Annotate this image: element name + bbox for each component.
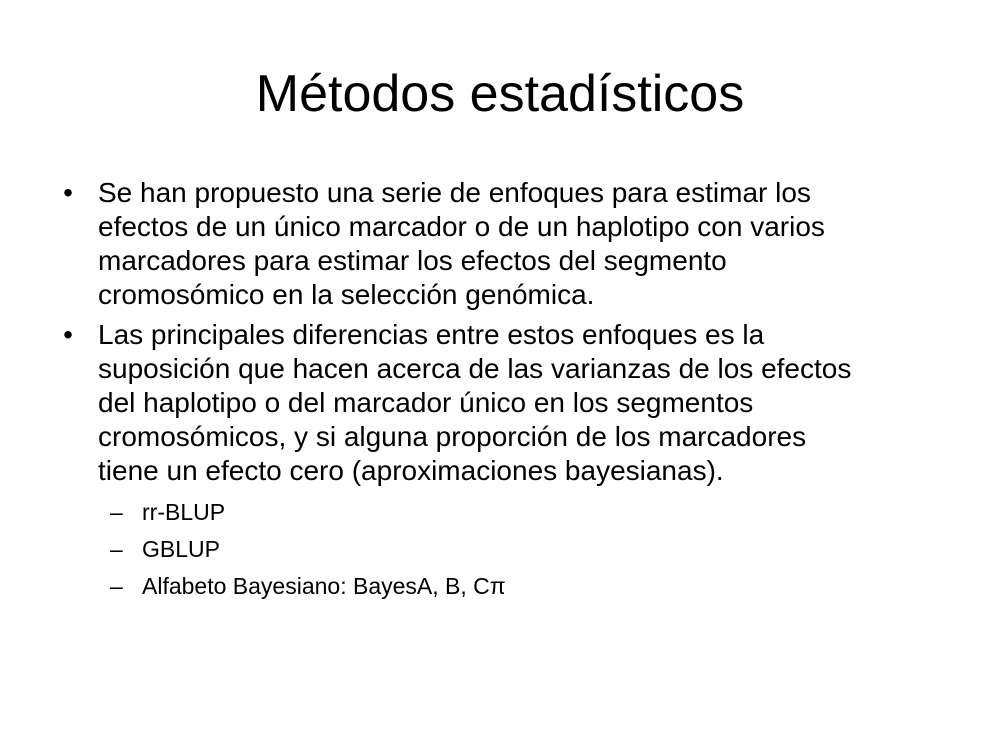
sub-bullet-item [58,531,958,568]
bullet-item [58,176,958,312]
bullet-item [58,318,958,488]
bullet-line: del haplotipo o del marcador único en los segmentos [98,387,754,418]
bullet-text [98,176,958,312]
sub-bullet-item [58,568,958,605]
bullet-icon: • [63,319,73,350]
bullet-text [98,318,958,488]
dash-icon: – [110,499,123,525]
dash-icon: – [110,536,123,562]
bullet-line: suposición que hacen acerca de las varianzas de los efectos [98,353,852,384]
bullet-line: cromosómicos, y si alguna proporción de los marcadores [98,421,807,452]
bullet-line: marcadores para estimar los efectos del segmento [98,245,727,276]
slide-title: Métodos estadísticos [255,65,745,123]
bullet-line: Las principales diferencias entre estos enfoques es la [98,319,765,350]
slide-body [58,176,958,605]
bullet-line: cromosómico en la selección genómica. [98,279,595,310]
bullet-line: Se han propuesto una serie de enfoques para estimar los [98,177,811,208]
sub-bullet-item [58,494,958,531]
dash-icon: – [110,573,123,599]
sub-bullet-text: GBLUP [142,536,220,562]
bullet-line: efectos de un único marcador o de un haplotipo con varios [98,211,825,242]
bullet-line: tiene un efecto cero (aproximaciones bayesianas). [98,455,724,486]
sub-bullet-list [58,494,958,605]
sub-bullet-text: Alfabeto Bayesiano: BayesA, B, Cπ [142,573,506,599]
sub-bullet-text: rr-BLUP [142,499,226,525]
bullet-icon: • [63,177,73,208]
